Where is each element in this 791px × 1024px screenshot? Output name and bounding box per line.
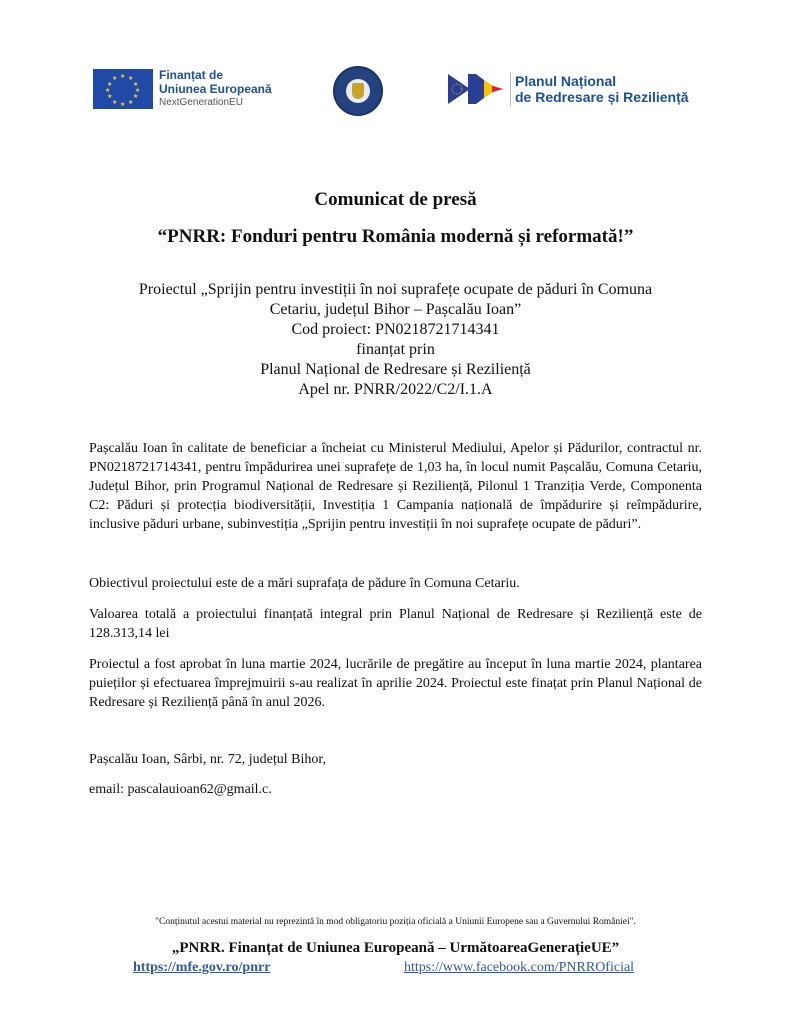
project-info (0, 280, 791, 400)
page-subtitle: “PNRR: Fonduri pentru România modernă și reformată!” (157, 226, 634, 247)
eu-flag-icon: ★ ★ ★ ★ ★ ★ ★ ★ ★ ★ ★ ★ (93, 69, 153, 109)
body-paragraph-objective: Obiectivul proiectului este de a mări suprafața de pădure în Comuna Cetariu. (89, 576, 520, 591)
project-name-line1: Proiectul „Sprijin pentru investiții în noi suprafețe ocupate de păduri în Comuna (138, 281, 653, 298)
footer-slogan: „PNRR. Finanțat de Uniunea Europeană – UrmătoareaGenerațieUE” (171, 940, 620, 956)
body-paragraph-value: Valoarea totală a proiectului finanțată integral prin Planul Național de Redresare și Reziliență este de 128.313,14 lei (89, 607, 702, 641)
pnrr-logo-line1: Planul Național (515, 73, 617, 89)
project-code: Cod proiect: PN0218721714341 (291, 321, 500, 338)
facebook-pnrr-link[interactable]: https://www.facebook.com/PNRROficial (404, 960, 635, 975)
contact-email: email: pascalauioan62@gmail.c. (89, 782, 272, 797)
guvernul-romaniei-emblem-icon (333, 66, 383, 116)
pnrr-arrows-icon (448, 72, 508, 106)
project-program: Planul Național de Redresare și Reziliență (260, 361, 531, 378)
eu-logo-line2: Uniunea Europeană (159, 82, 272, 96)
eu-logo-line1: Finanțat de (159, 68, 224, 82)
body-paragraph-contract: Pașcalău Ioan în calitate de beneficiar a încheiat cu Ministerul Mediului, Apelor și Pădurilor, contractul nr. PN0218721714341, pentru împădurirea unei suprafețe de 1,03 ha, în locul numit Pașcalău, Comuna Cetariu, Județul Bihor, prin Programul Național de Redresare și Reziliență, Pilonul 1 Tranziția Verde, Componenta C2: Păduri și protecția biodiversității, Investiția 1 Campania națională de împădurire și reîmpădurire, inclusive păduri urbane, subinvestiția „Sprijin pentru investiții în noi suprafețe ocupate de păduri”. (89, 441, 702, 532)
pnrr-logo (448, 72, 689, 106)
pnrr-logo-line2: de Redresare și Reziliență (515, 89, 689, 105)
body-paragraph-timeline: Proiectul a fost aprobat în luna martie 2024, lucrările de pregătire au început în luna martie 2024, plantarea puieților și efectuarea împrejmuirii s-au realizat în aprilie 2024. Proiectul este finațat prin Planul Național de Redresare și Reziliență până în anul 2026. (89, 657, 702, 710)
contact-address: Pașcalău Ioan, Sârbi, nr. 72, județul Bihor, (89, 752, 327, 767)
project-funded-by: finanțat prin (356, 341, 435, 358)
eu-logo-line3: NextGenerationEU (159, 97, 243, 108)
footer-disclaimer: "Conținutul acestui material nu reprezintă în mod obligatoriu poziția oficială a Uniunii Europene sau a Guvernului României". (155, 917, 636, 927)
project-name-line2: Cetariu, județul Bihor – Pașcalău Ioan” (269, 301, 522, 318)
eu-funding-logo (93, 68, 272, 110)
page-title: Comunicat de presă (314, 189, 477, 210)
mfe-pnrr-link[interactable]: https://mfe.gov.ro/pnrr (133, 960, 271, 975)
project-call: Apel nr. PNRR/2022/C2/I.1.A (298, 381, 493, 398)
